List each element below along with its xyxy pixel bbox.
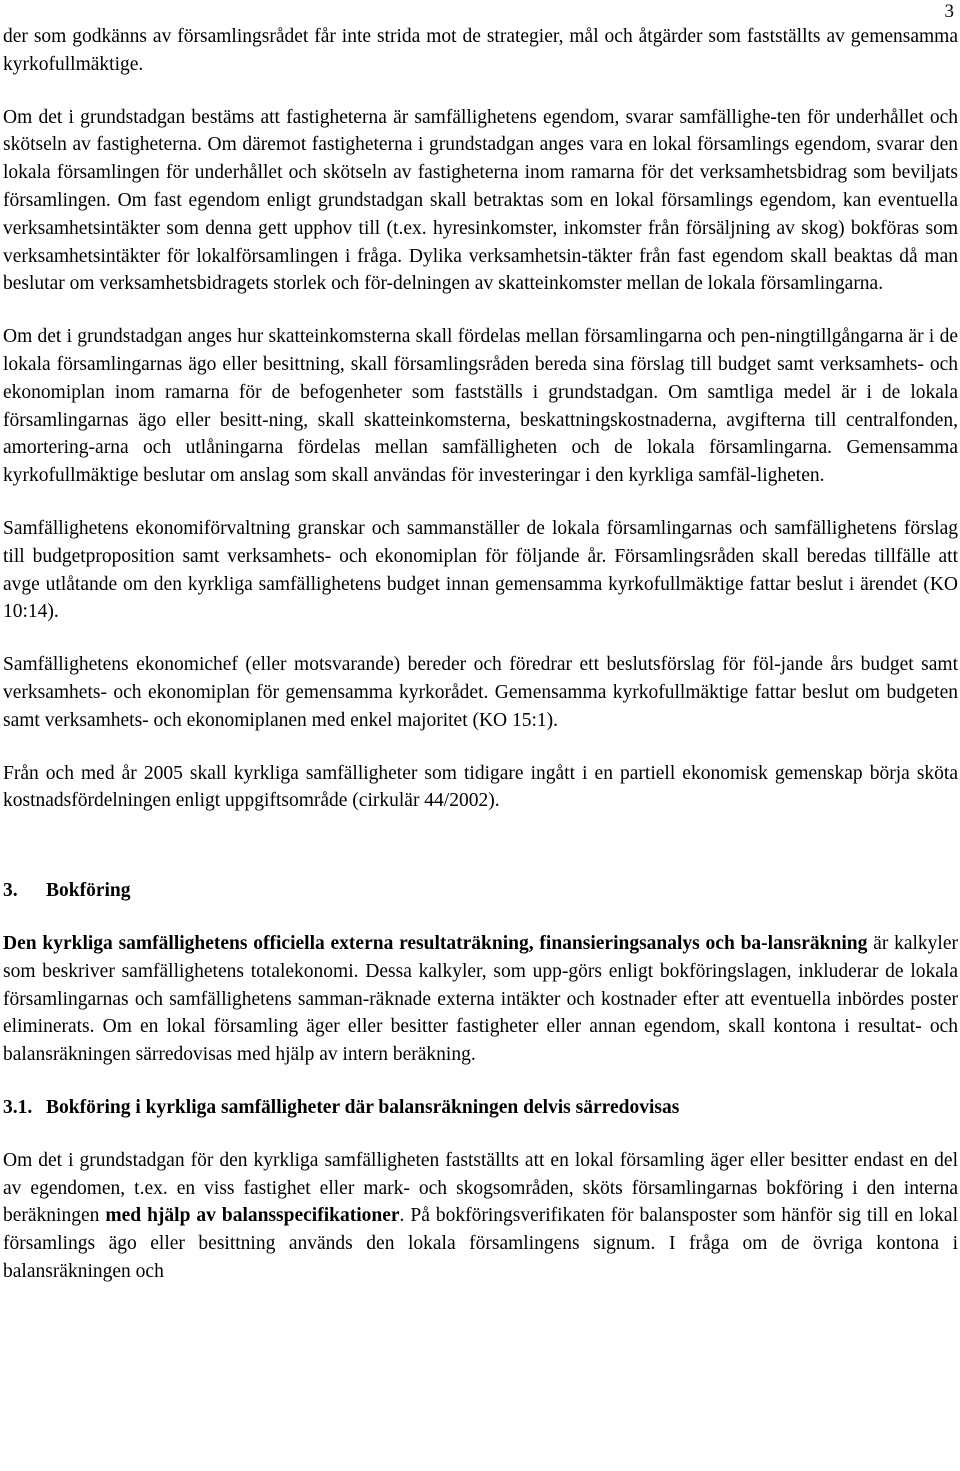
document-body — [3, 23, 958, 1286]
section-3-1-title: Bokföring i kyrkliga samfälligheter där balansräkningen delvis särredovisas — [46, 1096, 680, 1118]
paragraph-6: Från och med år 2005 skall kyrkliga samfälligheter som tidigare ingått i en partiell ekonomisk gemenskap börja sköta kostnadsfördelningen enligt uppgiftsområde (cirkulär 44/2002). — [3, 762, 958, 812]
paragraph-2-part-3: Om fast egendom enligt grundstadgan skall betraktas som en lokal församlings egendom, kan eventuella verksamhetsintäkter som denna gett upphov till (t.ex. hyresinkomster, inkomster från försäljning av skog) bokföras som verksamhetsintäkter för lokalförsamlingen i fråga. Dylika verksamhetsin-täkter från fast egendom skall beaktas då man beslutar om verksamhetsbidragets storlek och för-delningen av skatteinkomster mellan de lokala församlingarna. — [3, 189, 959, 295]
paragraph-8 — [3, 1147, 958, 1286]
section-3-1-heading — [3, 1094, 958, 1122]
paragraph-7 — [3, 930, 958, 1069]
paragraph-8-part-2: . På bokföringsverifikaten för balansposter som hänför sig till en lokal församlings ägo eller besittning används den lokala församlingens signum. I fråga om de övriga kontona i balansräkningen och — [3, 1205, 958, 1282]
paragraph-3: Om det i grundstadgan anges hur skatteinkomsterna skall fördelas mellan församlingarna och pen-ningtillgångarna är i de lokala församlingarnas ägo eller besittning, skall församlingsråden bereda sina förslag till budget samt verksamhets- och ekonomiplan inom ramarna för de befogenheter som fastställs i grundstadgan. Om samtliga medel är i de lokala församlingarnas ägo eller besitt-ning, skall skatteinkomsterna, beskattningskostnaderna, avgifterna till centralfonden, amortering-arna och utlåningarna fördelas mellan samfälligheten och de lokala församlingarna. Gemensamma kyrkofullmäktige beslutar om anslag som skall användas för investeringar i den kyrkliga samfäl-ligheten. — [3, 326, 958, 487]
paragraph-8-bold: med hjälp av balansspecifikationer — [105, 1205, 400, 1227]
section-3-heading — [3, 877, 958, 905]
paragraph-2-part-1: Om det i grundstadgan bestäms att fastigheterna är samfällighetens egendom, svarar samfällighe-ten för underhållet och skötseln av fastigheterna. — [3, 106, 958, 156]
section-3-1-number: 3.1. — [3, 1096, 33, 1118]
paragraph-8-part-1: Om det i grundstadgan för den kyrkliga samfälligheten fastställts att en lokal församling äger eller besitter endast en del av egendomen, t.ex. en viss fastighet eller mark- och skogsområden, sköts församlingarnas bokföring i den interna beräkningen — [3, 1149, 958, 1227]
paragraph-1: der som godkänns av församlingsrådet får inte strida mot de strategier, mål och åtgärder som fastställts av gemensamma kyrkofullmäktige. — [3, 26, 958, 75]
paragraph-7-rest: är kalkyler som beskriver samfällighetens totalekonomi. Dessa kalkyler, som upp-görs enligt bokföringslagen, inkluderar de lokala församlingarnas och samfällighetens samman-räknade externa intäkter och kostnader efter att eventuella inbördes poster eliminerats. Om en lokal församling äger eller besitter fastigheter eller annan egendom, skall kontona i resultat- och balansräkningen särredovisas med hjälp av intern beräkning. — [3, 932, 958, 1066]
paragraph-5: Samfällighetens ekonomichef (eller motsvarande) bereder och föredrar ett beslutsförslag för föl-jande års budget samt verksamhets- och ekonomiplan för gemensamma kyrkorådet. Gemensamma kyrkofullmäktige fattar beslut om budgeten samt verksamhets- och ekonomiplanen med enkel majoritet (KO 15:1). — [3, 654, 958, 731]
page-number: 3 — [944, 1, 954, 22]
paragraph-2-part-2: Om däremot fastigheterna i grundstadgan anges vara en lokal församlings egendom, svarar den lokala församlingen för underhållet och skötseln av fastigheterna inom ramarna för det verksamhetsbidrag som beviljats församlingen. — [3, 134, 958, 211]
paragraph-2 — [3, 104, 958, 299]
section-3-number: 3. — [3, 880, 18, 902]
paragraph-4: Samfällighetens ekonomiförvaltning granskar och sammanställer de lokala församlingarnas och samfällighetens förslag till budgetproposition samt verksamhets- och ekonomiplan för följande år. Församlingsråden skall beredas tillfälle att avge utlåtande om den kyrkliga samfällighetens budget innan gemensamma kyrkofullmäktige fattar beslut i ärendet (KO 10:14). — [3, 517, 958, 623]
paragraph-7-bold: Den kyrkliga samfällighetens officiella externa resultaträkning, finansieringsanalys och ba-lansräkning — [3, 932, 868, 954]
section-3-title: Bokföring — [46, 880, 131, 902]
